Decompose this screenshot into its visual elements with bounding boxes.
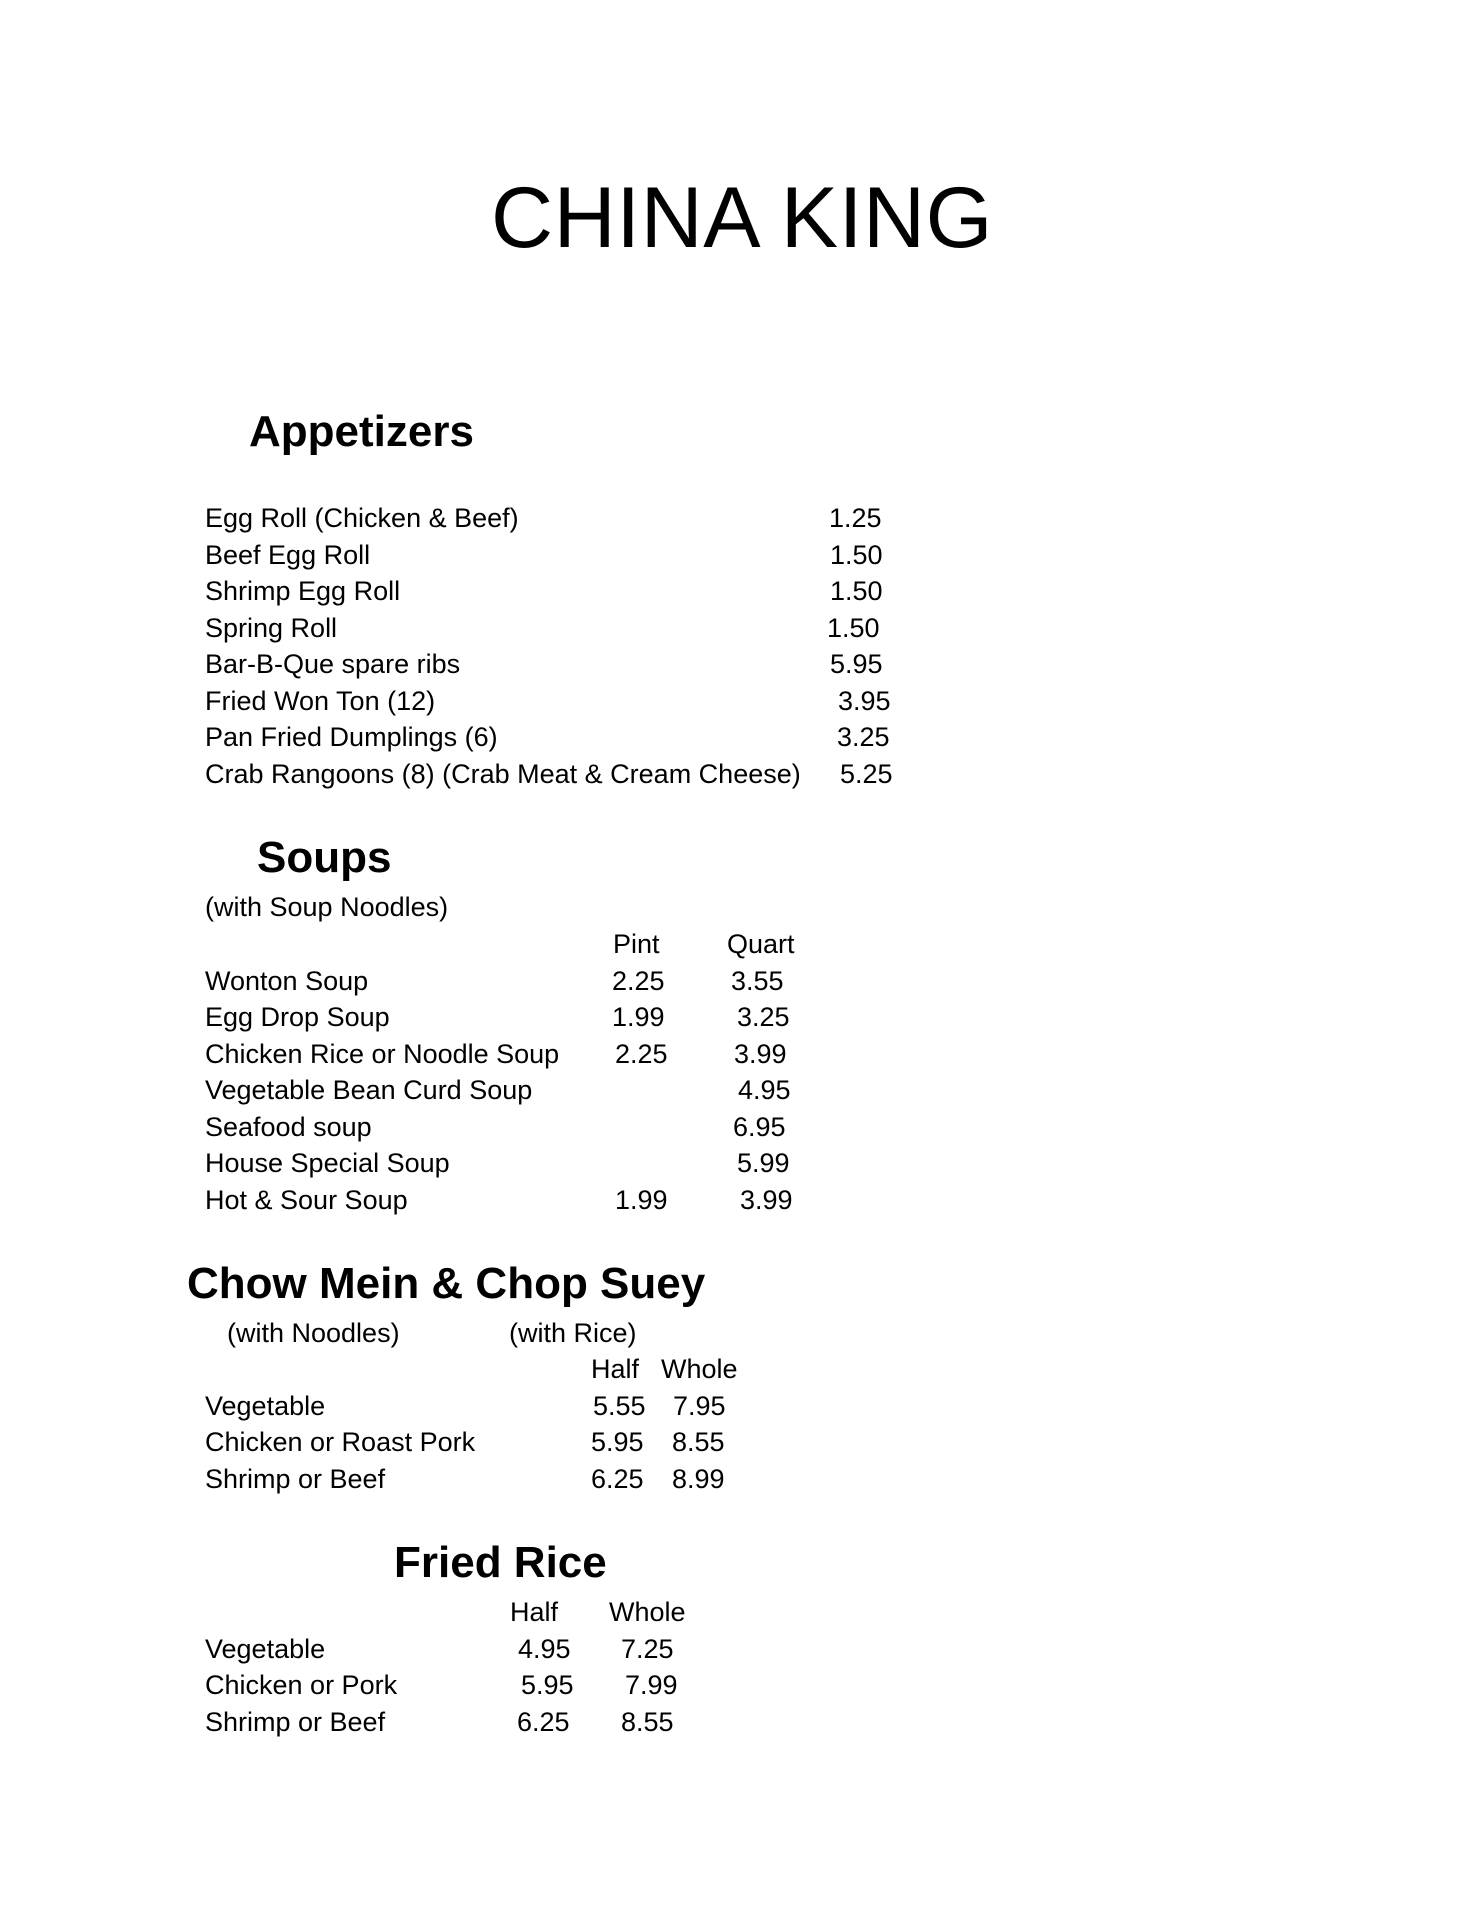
appetizers-heading: Appetizers: [249, 407, 474, 456]
item-name: Chicken or Pork: [205, 1670, 398, 1700]
item-price: 3.25: [837, 722, 890, 752]
column-header-whole: Whole: [661, 1354, 738, 1384]
item-name: Seafood soup: [205, 1112, 372, 1142]
chow-mein-note-noodles: (with Noodles): [227, 1318, 400, 1348]
item-price-quart: 5.99: [737, 1148, 790, 1178]
item-name: Hot & Sour Soup: [205, 1185, 408, 1215]
item-name: Beef Egg Roll: [205, 540, 371, 570]
chow-mein-note-rice: (with Rice): [509, 1318, 637, 1348]
item-name: Crab Rangoons (8) (Crab Meat & Cream Cheese): [205, 759, 801, 789]
column-header-half: Half: [591, 1354, 640, 1384]
item-price-pint: 2.25: [615, 1039, 668, 1069]
item-price-whole: 8.99: [672, 1464, 725, 1494]
item-price-pint: 1.99: [615, 1185, 668, 1215]
item-price-whole: 7.95: [673, 1391, 726, 1421]
item-price-half: 6.25: [591, 1464, 644, 1494]
item-price-half: 5.55: [593, 1391, 646, 1421]
item-name: Bar-B-Que spare ribs: [205, 649, 461, 679]
column-header-quart: Quart: [727, 929, 795, 959]
item-price-half: 6.25: [517, 1707, 570, 1737]
item-price-quart: 3.55: [731, 966, 784, 996]
soups-heading: Soups: [257, 833, 392, 882]
item-price-pint: 1.99: [612, 1002, 665, 1032]
item-price-half: 5.95: [521, 1670, 574, 1700]
item-price-quart: 4.95: [738, 1075, 791, 1105]
item-name: Pan Fried Dumplings (6): [205, 722, 498, 752]
item-price-half: 4.95: [518, 1634, 571, 1664]
item-name: Fried Won Ton (12): [205, 686, 436, 716]
page-title: CHINA KING: [491, 170, 993, 266]
fried-rice-heading: Fried Rice: [394, 1538, 607, 1587]
item-price: 1.50: [827, 613, 880, 643]
item-name: Chicken or Roast Pork: [205, 1427, 476, 1457]
column-header-half: Half: [510, 1597, 559, 1627]
item-name: Shrimp or Beef: [205, 1464, 386, 1494]
item-price-quart: 3.99: [734, 1039, 787, 1069]
item-name: Vegetable: [205, 1634, 326, 1664]
item-name: Vegetable Bean Curd Soup: [205, 1075, 533, 1105]
item-price-whole: 8.55: [621, 1707, 674, 1737]
item-name: Shrimp or Beef: [205, 1707, 386, 1737]
column-header-whole: Whole: [609, 1597, 686, 1627]
item-name: Spring Roll: [205, 613, 338, 643]
item-price-whole: 7.25: [621, 1634, 674, 1664]
chow-mein-heading: Chow Mein & Chop Suey: [187, 1259, 706, 1308]
item-name: Chicken Rice or Noodle Soup: [205, 1039, 560, 1069]
soups-subtitle: (with Soup Noodles): [205, 892, 449, 922]
item-price: 3.95: [838, 686, 891, 716]
column-header-pint: Pint: [613, 929, 660, 959]
item-price: 1.50: [830, 576, 883, 606]
item-price-whole: 7.99: [625, 1670, 678, 1700]
item-name: Shrimp Egg Roll: [205, 576, 401, 606]
item-price-whole: 8.55: [672, 1427, 725, 1457]
item-price: 5.95: [830, 649, 883, 679]
item-price: 1.50: [830, 540, 883, 570]
item-price-pint: 2.25: [612, 966, 665, 996]
item-price-quart: 3.99: [740, 1185, 793, 1215]
item-price: 1.25: [829, 503, 882, 533]
item-name: House Special Soup: [205, 1148, 450, 1178]
item-price-quart: 6.95: [733, 1112, 786, 1142]
item-price-half: 5.95: [591, 1427, 644, 1457]
item-name: Wonton Soup: [205, 966, 369, 996]
item-name: Egg Roll (Chicken & Beef): [205, 503, 519, 533]
item-price-quart: 3.25: [737, 1002, 790, 1032]
item-name: Vegetable: [205, 1391, 326, 1421]
item-price: 5.25: [840, 759, 893, 789]
item-name: Egg Drop Soup: [205, 1002, 390, 1032]
